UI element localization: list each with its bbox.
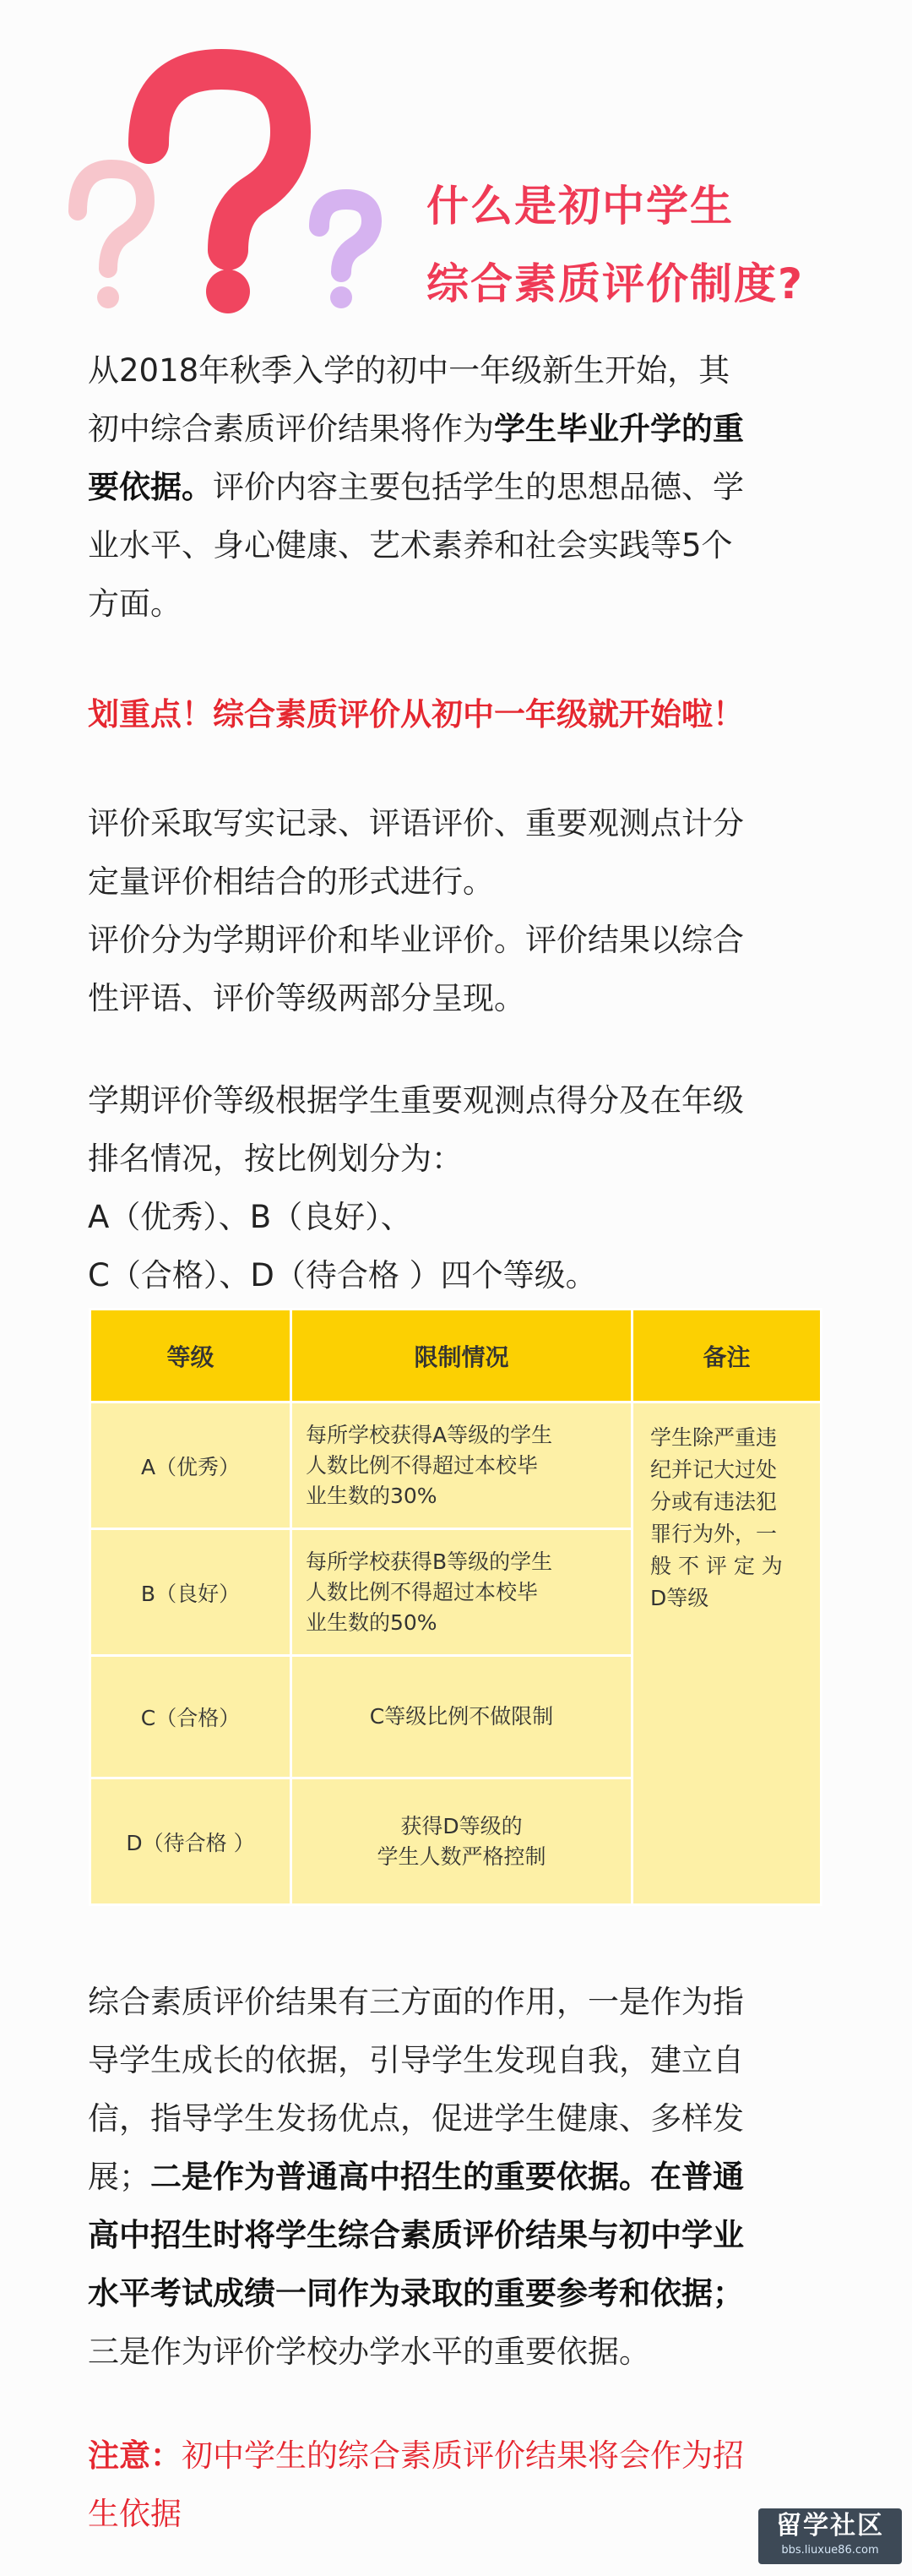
note-cell	[632, 1402, 822, 1905]
effects-line-5-bold: 高中招生时将学生综合素质评价结果与初中学业	[88, 2217, 744, 2253]
effects-line-5	[88, 2206, 839, 2264]
watermark-logo	[758, 2508, 902, 2564]
grade-cell: D（待合格 ）	[90, 1778, 291, 1905]
watermark-url: bbs.liuxue86.com	[781, 2544, 879, 2557]
note-line: 纪并记大过处	[650, 1457, 778, 1482]
method-line-4: 性评语、评价等级两部分呈现。	[88, 980, 525, 1016]
grades-line-3: A（优秀）、B（良好）、	[88, 1199, 412, 1235]
table-header-row	[90, 1310, 822, 1402]
table-header-limit: 限制情况	[291, 1310, 632, 1402]
watermark-text: 留学社区	[776, 2511, 884, 2541]
intro-line-4: 业水平、身心健康、艺术素养和社会实践等5个	[88, 527, 733, 564]
note-line: 般 不 评 定 为	[650, 1554, 783, 1578]
effects-line-6	[88, 2264, 839, 2323]
limit-line: 每所学校获得A等级的学生	[306, 1422, 553, 1447]
limit-line: 获得D等级的	[400, 1813, 523, 1838]
grade-cell: B（良好）	[90, 1529, 291, 1656]
note-line: 分或有违法犯	[650, 1490, 778, 1514]
grade-cell: C（合格）	[90, 1656, 291, 1778]
effects-line-4-text: 展；	[88, 2159, 150, 2195]
notice-label: 注意：	[88, 2437, 182, 2474]
notice-paragraph	[88, 2426, 839, 2543]
limit-cell: C等级比例不做限制	[291, 1656, 632, 1778]
intro-line-2-bold: 学生毕业升学的重	[494, 411, 744, 447]
notice-line-2: 生依据	[88, 2496, 182, 2532]
intro-line-2-text: 初中综合素质评价结果将作为	[88, 411, 494, 447]
intro-paragraph	[88, 341, 839, 633]
effects-line-4-bold: 二是作为普通高中招生的重要依据。在普通	[150, 2159, 744, 2195]
grade-cell: A（优秀）	[90, 1402, 291, 1529]
limit-line: 学生人数严格控制	[377, 1844, 546, 1869]
effects-line-7: 三是作为评价学校办学水平的重要依据。	[88, 2334, 650, 2370]
effects-line-4	[88, 2148, 839, 2206]
grades-intro-paragraph	[88, 1071, 839, 1304]
limit-line: 人数比例不得超过本校毕	[306, 1579, 539, 1604]
limit-line: 每所学校获得B等级的学生	[306, 1549, 553, 1574]
table-header-note: 备注	[632, 1310, 822, 1402]
note-line: 罪行为外，一	[650, 1522, 778, 1546]
title-line-1: 什么是初中学生	[426, 182, 734, 231]
limit-line: 人数比例不得超过本校毕	[306, 1452, 539, 1478]
intro-line-5: 方面。	[88, 585, 182, 622]
notice-line-1	[88, 2426, 839, 2485]
effects-paragraph	[88, 1973, 839, 2381]
limit-cell	[291, 1529, 632, 1656]
header	[0, 0, 912, 338]
method-line-1: 评价采取写实记录、评语评价、重要观测点计分	[88, 805, 744, 841]
intro-line-3-text: 评价内容主要包括学生的思想品德、学	[213, 469, 744, 505]
grades-line-4: C（合格）、D（待合格 ）四个等级。	[88, 1257, 597, 1293]
limit-cell	[291, 1778, 632, 1905]
effects-line-6-bold: 水平考试成绩一同作为录取的重要参考和依据；	[88, 2275, 744, 2312]
grades-line-1: 学期评价等级根据学生重要观测点得分及在年级	[88, 1082, 744, 1119]
effects-line-3: 信，指导学生发扬优点，促进学生健康、多样发	[88, 2100, 744, 2137]
intro-line-2	[88, 400, 839, 458]
intro-line-3-bold: 要依据。	[88, 469, 213, 505]
pale-question-mark-icon	[78, 169, 145, 269]
limit-cell	[291, 1402, 632, 1529]
note-line: 学生除严重违	[650, 1425, 778, 1450]
note-line: D等级	[650, 1586, 709, 1610]
method-paragraph	[88, 794, 839, 1027]
intro-line-1: 从2018年秋季入学的初中一年级新生开始，其	[88, 352, 730, 389]
grade-table	[89, 1308, 822, 1906]
purple-question-mark-icon	[319, 199, 372, 272]
effects-line-1: 综合素质评价结果有三方面的作用，一是作为指	[88, 1984, 744, 2020]
grades-line-2: 排名情况，按比例划分为：	[88, 1141, 463, 1177]
intro-line-3	[88, 458, 839, 516]
highlight-text: 划重点！综合素质评价从初中一年级就开始啦！	[88, 696, 744, 732]
title-line-2: 综合素质评价制度?	[426, 259, 805, 308]
limit-line: 业生数的50%	[306, 1609, 437, 1635]
method-line-2: 定量评价相结合的形式进行。	[88, 863, 494, 900]
limit-line: 业生数的30%	[306, 1483, 437, 1508]
table-row	[90, 1402, 822, 1529]
table-header-grade: 等级	[90, 1310, 291, 1402]
method-line-3: 评价分为学期评价和毕业评价。评价结果以综合	[88, 922, 744, 958]
notice-text: 初中学生的综合素质评价结果将会作为招	[182, 2437, 744, 2474]
question-marks-icon	[0, 0, 439, 338]
red-question-mark-icon	[149, 69, 290, 250]
effects-line-2: 导学生成长的依据，引导学生发现自我，建立自	[88, 2042, 744, 2078]
